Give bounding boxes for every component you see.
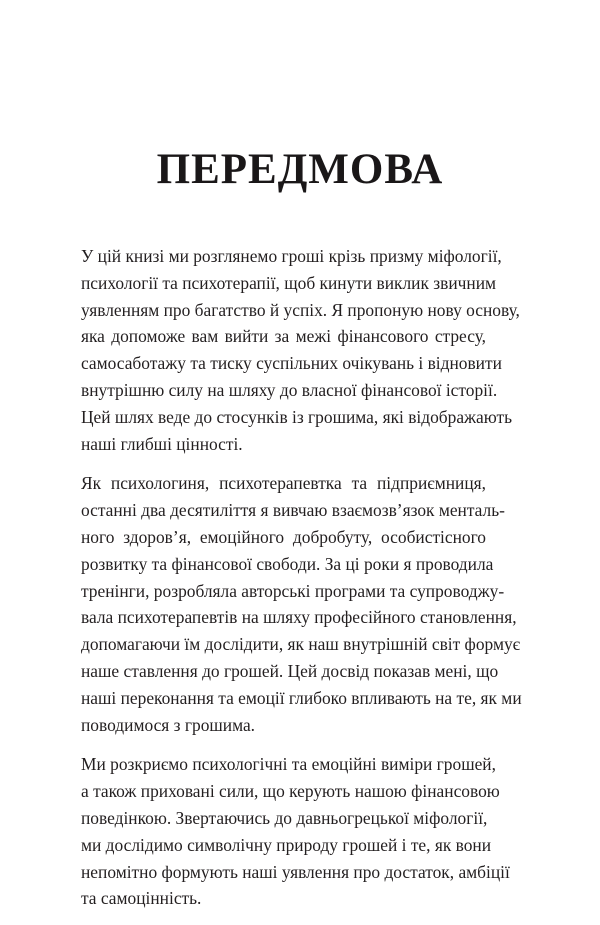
text-line: розвитку та фінансової свободи. За ці роки я проводила	[81, 553, 494, 574]
chapter-title: ПЕРЕДМОВА	[156, 146, 444, 193]
text-line: а також приховані сили, що керують нашою фінансовою	[81, 781, 500, 802]
text-line: внутрішню силу на шляху до власної фінансової історії.	[81, 379, 498, 400]
text-line: вала психотерапевтів на шляху професійного становлення,	[81, 607, 517, 628]
text-line: ного здоров’я, емоційного добробуту, особистісного	[81, 526, 486, 547]
text-line: непомітно формують наші уявлення про достаток, амбіції	[81, 861, 510, 882]
text-line: тренінги, розробляла авторські програми та супроводжу-	[81, 580, 505, 601]
text-line: У цій книзі ми розглянемо гроші крізь призму міфології,	[81, 246, 502, 266]
text-line: самосаботажу та тиску суспільних очікувань і відновити	[81, 353, 502, 374]
text-line: яка допоможе вам вийти за межі фінансового стресу,	[81, 326, 486, 347]
text-line: Ми розкриємо психологічні та емоційні виміри грошей,	[81, 754, 496, 775]
text-line: останні два десятиліття я вивчаю взаємозв’язок менталь-	[81, 500, 505, 521]
text-line: психології та психотерапії, щоб кинути виклик звичним	[81, 272, 497, 293]
text-line: наші переконання та емоції глибоко впливають на те, як ми	[81, 687, 522, 708]
text-line: та самоцінність.	[81, 888, 202, 909]
paragraph-3	[81, 751, 510, 912]
text-line: ми дослідимо символічну природу грошей і те, як вони	[81, 834, 492, 855]
text-line: уявленням про багатство й успіх. Я пропоную нову основу,	[81, 299, 520, 320]
paragraph-2	[81, 470, 522, 738]
text-line: поведінкою. Звертаючись до давньогрецької міфології,	[81, 807, 488, 828]
paragraph-1	[81, 243, 520, 457]
text-line: наші глибші цінності.	[81, 433, 243, 454]
text-line: поводимося з грошима.	[81, 714, 256, 735]
text-line: Як психологиня, психотерапевтка та підприємниця,	[81, 473, 486, 494]
body-text	[81, 243, 522, 925]
text-line: наше ставлення до грошей. Цей досвід показав мені, що	[81, 660, 499, 681]
text-line: Цей шлях веде до стосунків із грошима, які відображають	[81, 406, 513, 427]
text-line: допомагаючи їм дослідити, як наш внутрішній світ формує	[81, 634, 521, 655]
